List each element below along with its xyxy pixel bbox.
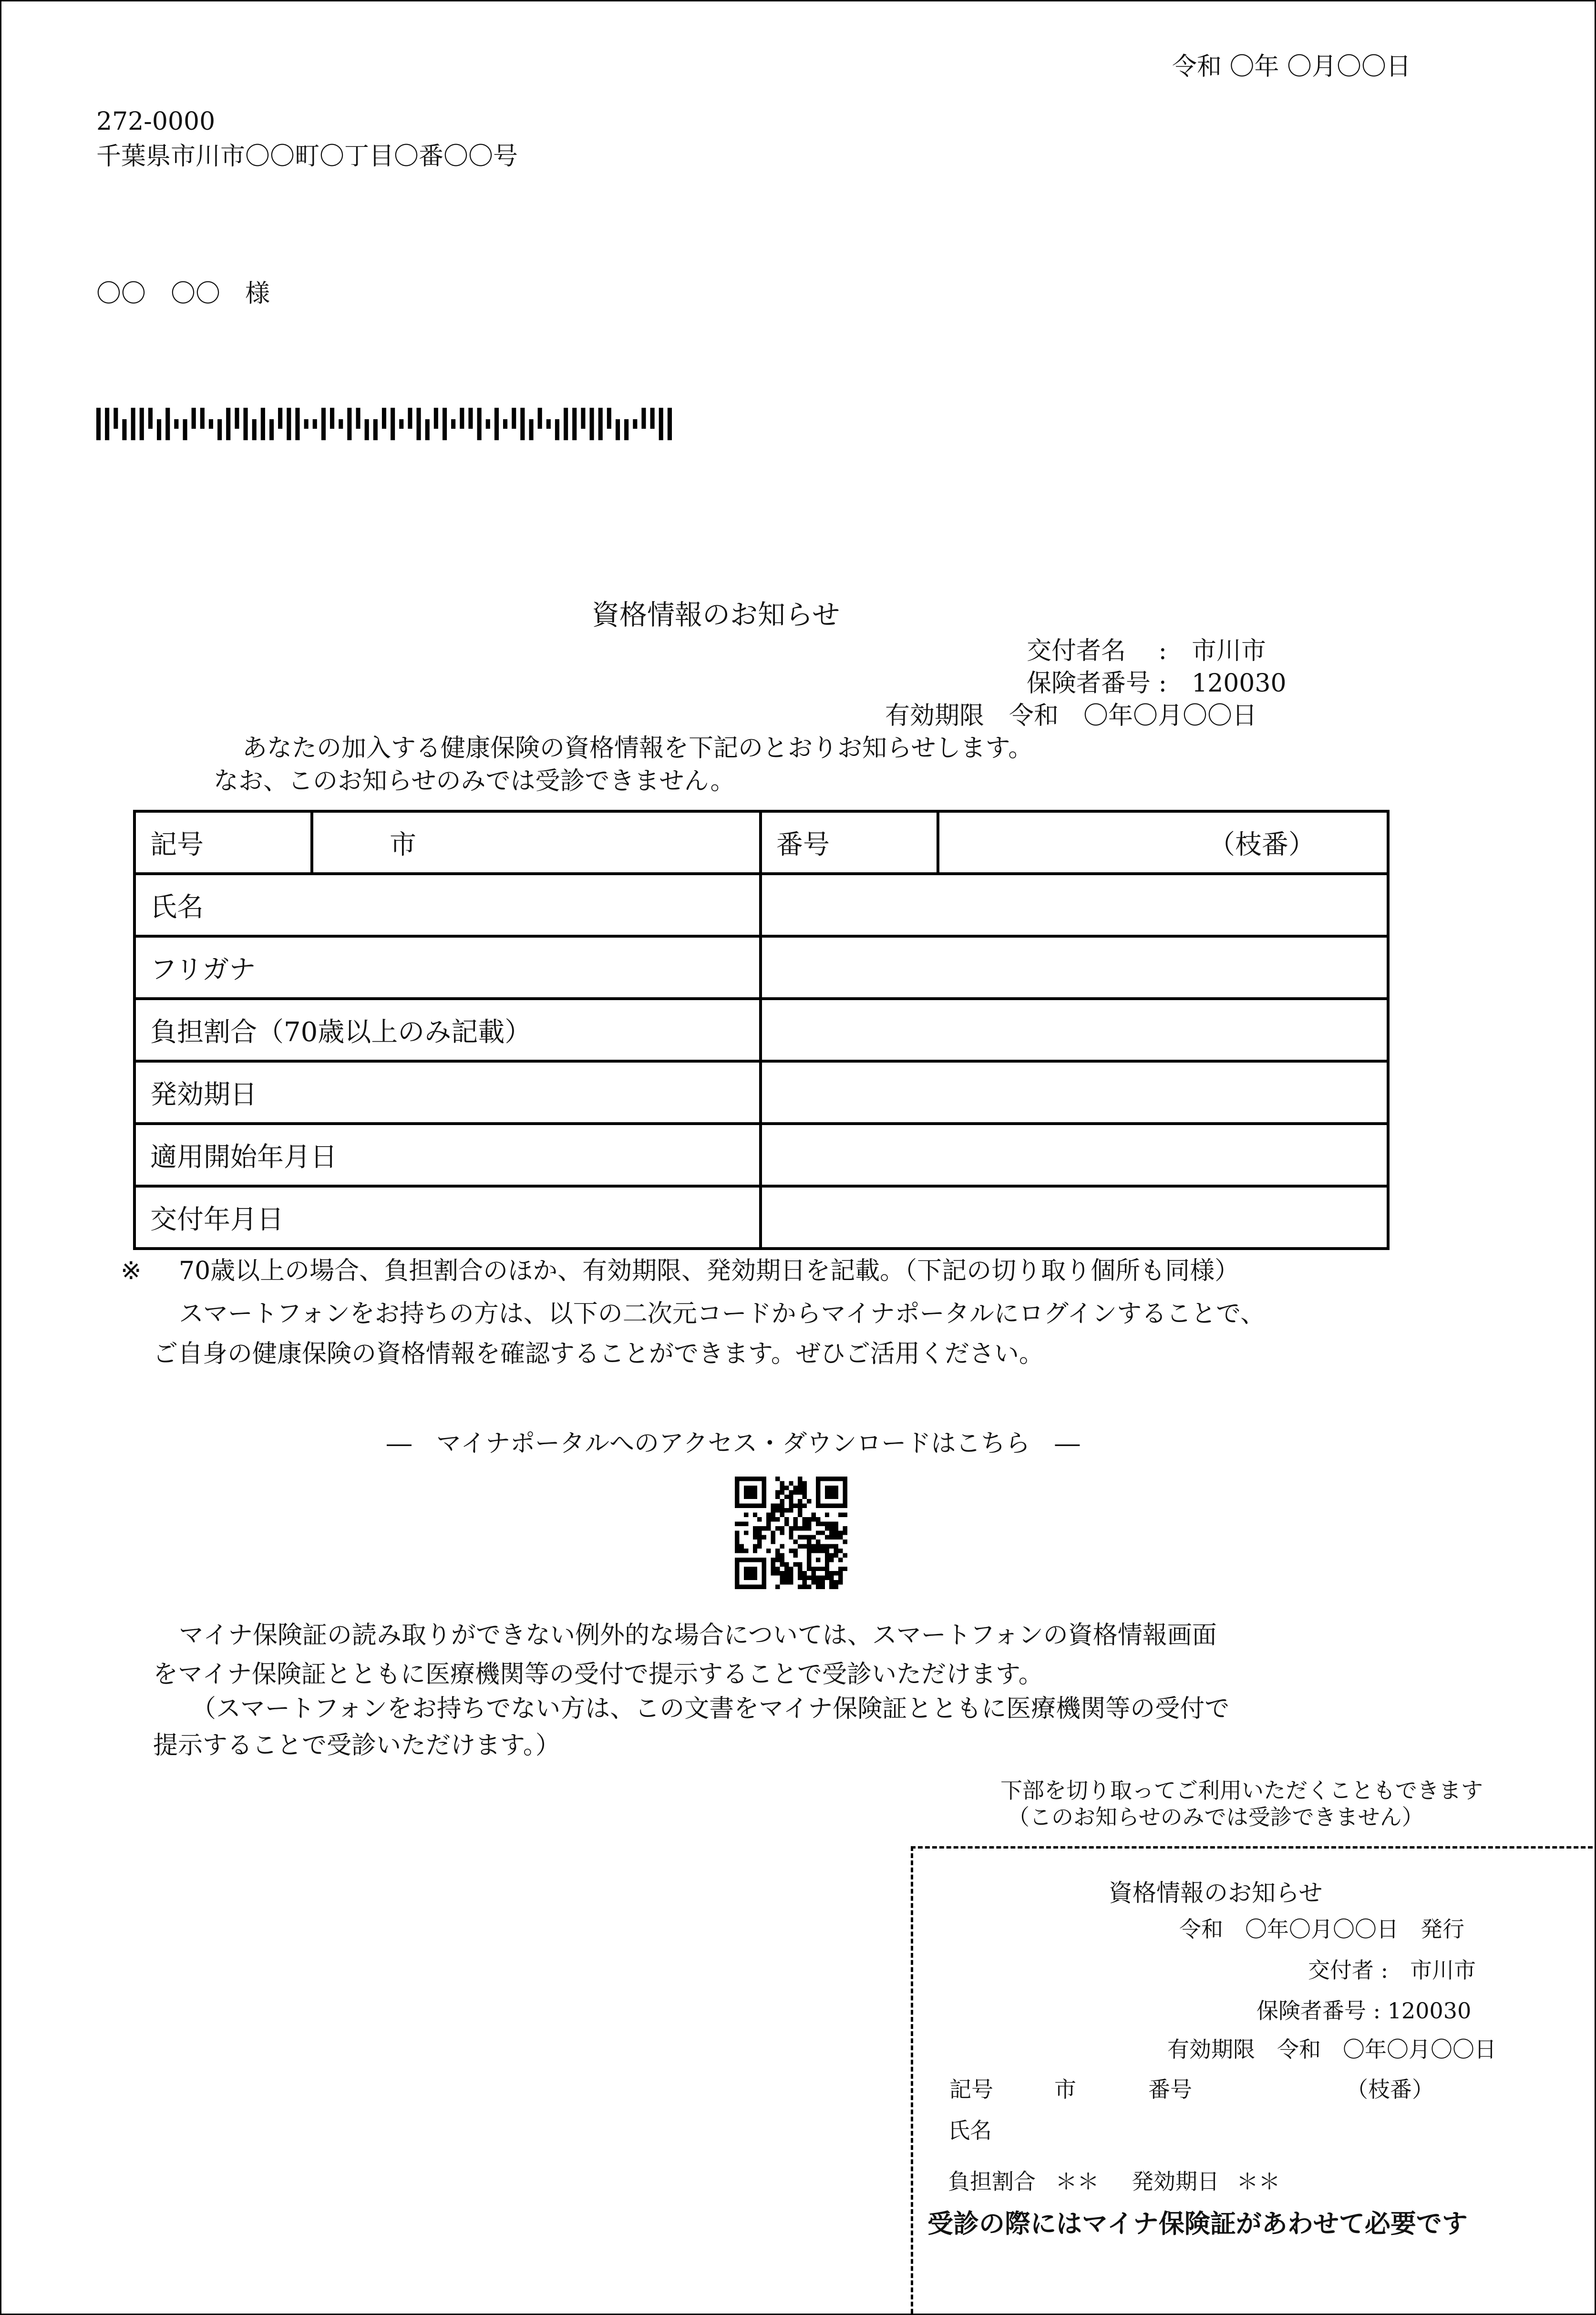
validity-line: 有効期限 令和 〇年〇月〇〇日 [885,702,1257,730]
document-date: 令和 〇年 〇月〇〇日 [1172,52,1411,81]
cutout-symbol-label: 記号 [949,2077,993,2102]
cutout-symbol-value: 市 [1054,2077,1076,2102]
exception-line-2: をマイナ保険証とともに医療機関等の受付で提示することで受診いただけます。 [153,1660,1043,1689]
cutout-validity: 有効期限 令和 〇年〇月〇〇日 [1167,2036,1496,2062]
row-value [761,874,1388,936]
cutout-effective-label: 発効期日 [1132,2169,1219,2194]
symbol-value: 市 [312,811,761,874]
exception-line-1: マイナ保険証の読み取りができない例外的な場合については、スマートフォンの資格情報画面 [179,1621,1217,1650]
table-row [134,1061,1388,1124]
row-label: 氏名 [134,874,761,936]
insurer-number-line: 保険者番号 : 120030 [1027,669,1287,698]
recipient-name: 〇〇 〇〇 様 [96,279,270,308]
address: 千葉県市川市〇〇町〇丁目〇番〇〇号 [96,142,518,171]
exception-line-3: （スマートフォンをお持ちでない方は、この文書をマイナ保険証とともに医療機関等の受付で [191,1695,1230,1723]
issuer-line: 交付者名 : 市川市 [1027,637,1267,665]
table-row [134,1186,1388,1249]
row-value [761,1124,1388,1186]
row-label: フリガナ [134,936,761,999]
cutout-insurer-number: 保険者番号 : 120030 [1256,1998,1472,2024]
cutout-issuer: 交付者 : 市川市 [1308,1957,1476,1983]
cutout-name-label: 氏名 [948,2118,992,2143]
cutout-burden-label: 負担割合 [948,2169,1036,2194]
row-value [761,999,1388,1061]
branch-number-label: （枝番） [938,811,1388,874]
row-value [761,936,1388,999]
smartphone-line-2: ご自身の健康保険の資格情報を確認することができます。ぜひご活用ください。 [153,1340,1044,1368]
table-row [134,1124,1388,1186]
cut-note-line-1: 下部を切り取ってご利用いただくこともできます [1000,1778,1483,1803]
row-label: 発効期日 [134,1061,761,1124]
postal-code: 272-0000 [96,107,216,136]
intro-line-2: なお、このお知らせのみでは受診できません。 [214,767,735,796]
cutout-number-label: 番号 [1148,2077,1192,2102]
notice-title: 資格情報のお知らせ [592,599,840,631]
table-row [134,999,1388,1061]
asterisk-mark: ※ [121,1257,142,1285]
cutout-branch-label: （枝番） [1346,2077,1434,2102]
qualification-table [133,810,1390,1250]
table-row [134,936,1388,999]
row-value [761,1186,1388,1249]
cutout-title: 資格情報のお知らせ [1109,1879,1323,1907]
row-label: 適用開始年月日 [134,1124,761,1186]
cut-note-line-2: （このお知らせのみでは受診できません） [1008,1804,1424,1830]
row-label: 負担割合（70歳以上のみ記載） [134,999,761,1061]
intro-line-1: あなたの加入する健康保険の資格情報を下記のとおりお知らせします。 [242,734,1033,763]
row-label: 交付年月日 [134,1186,761,1249]
table-row [134,874,1388,936]
row-value [761,1061,1388,1124]
portal-heading: ― マイナポータルへのアクセス・ダウンロードはこちら ― [387,1429,1080,1458]
exception-line-4: 提示することで受診いただけます。） [153,1731,560,1760]
cutout-effective-value: ＊＊ [1236,2169,1280,2194]
table-row-symbol [134,811,1388,874]
postal-barcode [96,408,676,440]
cutout-warning: 受診の際にはマイナ保険証があわせて必要です [927,2208,1468,2239]
smartphone-line-1: スマートフォンをお持ちの方は、以下の二次元コードからマイナポータルにログインすることで、 [179,1300,1266,1328]
qr-code[interactable] [735,1477,847,1589]
asterisk-note: 70歳以上の場合、負担割合のほか、有効期限、発効期日を記載。（下記の切り取り個所も同様） [179,1257,1240,1285]
number-label: 番号 [761,811,938,874]
cutout-burden-value: ＊＊ [1055,2169,1099,2194]
symbol-label: 記号 [134,811,312,874]
cutout-issue-date: 令和 〇年〇月〇〇日 発行 [1179,1916,1464,1942]
